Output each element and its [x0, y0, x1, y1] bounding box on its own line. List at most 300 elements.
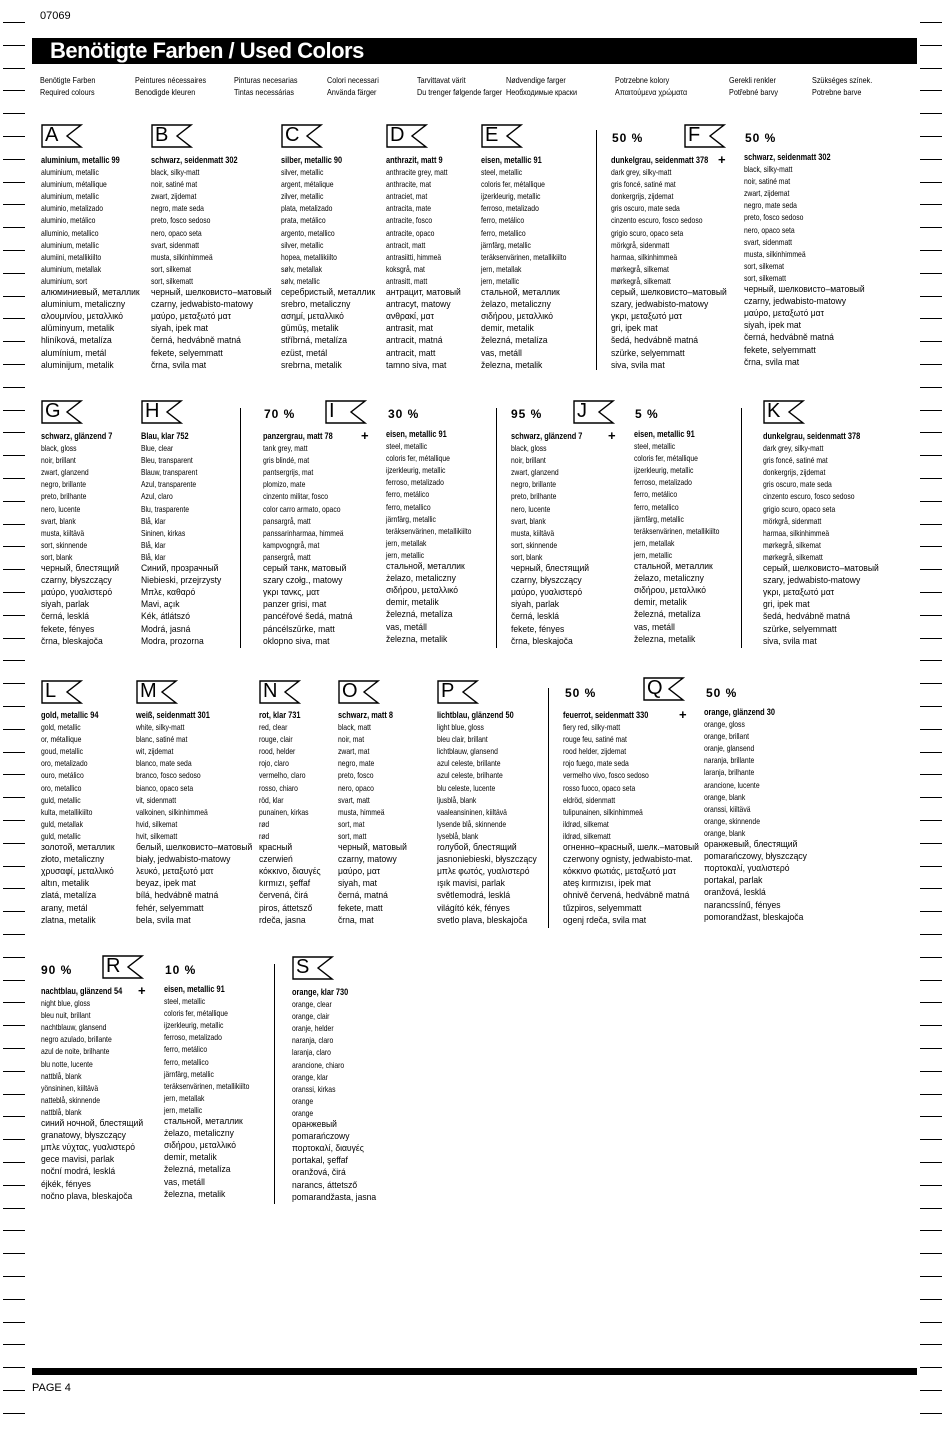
color-translation: silver, metallic: [281, 239, 324, 250]
color-translation: Modrá, jasná: [141, 623, 191, 635]
color-translation: gümüş, metalik: [281, 323, 339, 335]
color-translation: sort, mat: [338, 818, 365, 829]
color-translation: alüminyum, metalik: [41, 323, 115, 335]
color-translation: aluminium, metallak: [41, 263, 102, 274]
margin-tick: [920, 1116, 942, 1117]
color-translation: negro, brillante: [41, 479, 87, 490]
margin-tick: [3, 1253, 25, 1254]
color-letter-box: [437, 680, 479, 702]
color-translation: teräksenvärinen, metallikiilto: [634, 525, 720, 536]
color-translation: szary, jedwabisto-matowy: [763, 575, 861, 587]
color-translation: sort, silkematt: [151, 275, 193, 286]
margin-tick: [920, 1139, 942, 1140]
color-translation: aluminio, metalizado: [41, 203, 104, 214]
margin-tick: [3, 706, 25, 707]
margin-tick: [920, 1344, 942, 1345]
color-translation: laranja, claro: [292, 1047, 331, 1058]
color-translation: koksgrå, mat: [386, 263, 425, 274]
color-letter-box: [338, 680, 380, 702]
color-translation: černá, matná: [338, 890, 388, 902]
color-translation: white, silky-matt: [136, 722, 185, 733]
color-translation: μαύρο, μεταξωτό ματ: [151, 311, 232, 323]
color-translation: αλουμινίου, μεταλλικό: [41, 311, 124, 323]
mix-plus-sign: +: [718, 152, 726, 167]
margin-tick: [920, 1025, 942, 1026]
color-letter-box: [643, 677, 685, 699]
color-translation: ασημί, μεταλλικό: [281, 311, 344, 323]
language-header: Benötigte Farben Required colours: [40, 75, 96, 97]
color-translation: красный: [259, 842, 293, 854]
mix-percentage: 70 %: [264, 407, 296, 421]
color-letter: O: [342, 680, 358, 702]
page-code: 07069: [40, 10, 71, 22]
margin-tick: [920, 934, 942, 935]
color-translation: pancéřové šedá, matná: [263, 611, 353, 623]
color-translation: Blå, klar: [141, 551, 166, 562]
color-translation: noir, brillant: [41, 455, 76, 466]
margin-tick: [3, 113, 25, 114]
color-name: eisen, metallic 91: [164, 984, 225, 994]
color-translation: musta, kiiltävä: [511, 527, 555, 538]
color-translation: gri, ipek mat: [763, 599, 810, 611]
margin-tick: [3, 364, 25, 365]
color-translation: ferroso, metalizado: [386, 477, 444, 488]
color-translation: narancssínű, fényes: [704, 899, 781, 911]
color-translation: črna, svila mat: [151, 359, 207, 371]
color-letter: P: [441, 680, 455, 702]
color-translation: μαύρο, ματ: [338, 866, 381, 878]
margin-tick: [3, 1367, 25, 1368]
margin-tick: [3, 204, 25, 205]
color-translation: oranžová, lesklá: [704, 887, 766, 899]
margin-tick: [920, 569, 942, 570]
page-footer: PAGE 4: [32, 1382, 71, 1394]
color-translation: železna, metalik: [386, 633, 448, 645]
color-translation: vas, metáll: [481, 347, 522, 359]
color-translation: pomarańczowy, błyszczący: [704, 851, 807, 863]
margin-tick-column: [0, 0, 28, 1441]
color-translation: light blue, gloss: [437, 722, 484, 733]
color-translation: rood, helder: [259, 746, 296, 757]
color-translation: vaaleansininen, kiiltävä: [437, 806, 507, 817]
color-translation: fiery red, silky-matt: [563, 722, 621, 733]
color-translation: sølv, metallic: [281, 275, 320, 286]
margin-tick: [920, 546, 942, 547]
margin-tick: [3, 615, 25, 616]
color-translation: Blå, klar: [141, 539, 166, 550]
color-translation: μαύρο, γυαλιστερό: [511, 587, 583, 599]
margin-tick: [3, 911, 25, 912]
color-translation: antracit, matt: [386, 239, 426, 250]
color-name: rot, klar 731: [259, 710, 301, 720]
margin-tick: [920, 911, 942, 912]
color-translation: oro, metalizado: [41, 758, 88, 769]
color-translation: šedá, hedvábně matná: [611, 335, 698, 347]
margin-tick: [920, 957, 942, 958]
color-letter: R: [106, 955, 121, 977]
mix-percentage: 90 %: [41, 963, 73, 977]
color-translation: sort, blank: [41, 551, 73, 562]
color-translation: aluminium, sort: [41, 275, 88, 286]
color-entry: [634, 428, 738, 646]
color-translation: tank grey, matt: [263, 443, 308, 454]
language-header: Gerekli renkler Potřebné barvy: [729, 75, 779, 97]
color-translation: стальной, металлик: [164, 1116, 243, 1128]
color-letter: N: [263, 680, 278, 702]
color-translation: black, silky-matt: [151, 167, 200, 178]
color-translation: black, matt: [338, 722, 371, 733]
color-translation: pansergrå, matt: [263, 551, 311, 562]
color-translation: стальной, металлик: [386, 561, 465, 573]
color-translation: beyaz, ipek mat: [136, 878, 196, 890]
margin-tick: [920, 45, 942, 46]
color-translation: оранжевый: [292, 1119, 337, 1131]
color-translation: rojo, claro: [259, 758, 289, 769]
color-translation: Blue, clear: [141, 443, 174, 454]
color-translation: vas, metáll: [164, 1176, 205, 1188]
color-translation: vas, metáll: [386, 621, 427, 633]
column-divider: [548, 688, 549, 928]
margin-tick: [3, 45, 25, 46]
color-translation: naranja, claro: [292, 1035, 334, 1046]
color-letter-box: [386, 124, 428, 146]
color-translation: noir, satiné mat: [151, 179, 198, 190]
color-translation: oranje, helder: [292, 1023, 334, 1034]
margin-tick: [920, 980, 942, 981]
color-entry: [259, 709, 328, 927]
color-translation: oranssi, kirkas: [292, 1083, 336, 1094]
margin-tick: [3, 546, 25, 547]
color-translation: серый, шелковисто–матовый: [763, 563, 879, 575]
color-translation: κόκκινο, διαυγές: [259, 866, 321, 878]
color-translation: siyah, mat: [338, 878, 377, 890]
color-translation: black, silky-matt: [744, 164, 793, 175]
margin-tick: [920, 1276, 942, 1277]
color-translation: črna, bleskajoča: [41, 635, 103, 647]
color-translation: hvit, silkematt: [136, 830, 178, 841]
page-title: Benötigte Farben / Used Colors: [32, 38, 917, 64]
color-translation: πορτοκαλί, γυαλιστερό: [704, 863, 790, 875]
color-translation: guld, metallic: [41, 794, 81, 805]
color-translation: orange, blank: [704, 791, 746, 802]
color-entry: [611, 154, 740, 372]
color-translation: zwart, glanzend: [511, 467, 559, 478]
color-translation: demir, metalik: [481, 323, 534, 335]
color-entry: [263, 430, 362, 648]
color-translation: cinzento escuro, fosco sedoso: [611, 215, 703, 226]
color-translation: wit, zijdemat: [136, 746, 174, 757]
color-translation: stříbrná, metalíza: [281, 335, 348, 347]
color-translation: pomorandžast, bleskajoča: [704, 911, 804, 923]
color-translation: żelazo, metaliczny: [634, 573, 704, 585]
color-translation: röd, klar: [259, 794, 284, 805]
margin-tick: [920, 1208, 942, 1209]
margin-tick: [3, 1071, 25, 1072]
margin-tick: [3, 432, 25, 433]
color-translation: negro azulado, brillante: [41, 1034, 112, 1045]
color-translation: night blue, gloss: [41, 998, 91, 1009]
color-translation: orange: [292, 1107, 314, 1118]
margin-tick: [3, 980, 25, 981]
margin-tick: [3, 182, 25, 183]
color-translation: σιδήρου, μεταλλικό: [164, 1140, 237, 1152]
color-translation: jasnoniebieski, błyszczący: [437, 854, 537, 866]
color-translation: sort, matt: [338, 830, 367, 841]
color-translation: Синий, прозрачный: [141, 563, 219, 575]
color-entry: [511, 430, 598, 648]
color-letter-box: [573, 400, 615, 422]
margin-tick: [3, 592, 25, 593]
margin-tick: [920, 1390, 942, 1391]
color-translation: eldröd, sidenmatt: [563, 794, 616, 805]
color-translation: vermelho, claro: [259, 770, 306, 781]
color-translation: fehér, selyemmatt: [136, 902, 204, 914]
column-divider: [496, 408, 497, 648]
color-translation: noir, satiné mat: [744, 176, 791, 187]
color-translation: ouro, metálico: [41, 770, 84, 781]
color-translation: Azul, transparente: [141, 479, 197, 490]
color-translation: vit, sidenmatt: [136, 794, 177, 805]
color-translation: orange, brillant: [704, 731, 750, 742]
color-translation: orange, skinnende: [704, 815, 760, 826]
color-translation: branco, fosco sedoso: [136, 770, 201, 781]
margin-tick: [3, 1390, 25, 1391]
mix-percentage: 30 %: [388, 407, 420, 421]
color-translation: fekete, selyemmatt: [744, 344, 816, 356]
margin-tick: [920, 432, 942, 433]
margin-tick: [3, 68, 25, 69]
color-translation: černá, hedvábně matná: [744, 332, 834, 344]
color-translation: czarny, błyszczący: [511, 575, 582, 587]
color-letter: S: [296, 956, 310, 978]
color-translation: pansargrå, matt: [263, 515, 311, 526]
color-entry: [386, 428, 490, 646]
color-translation: gece mavisi, parlak: [41, 1154, 115, 1166]
color-translation: χρυσαφί, μεταλλικό: [41, 866, 114, 878]
color-translation: černá, hedvábně matná: [151, 335, 241, 347]
color-translation: vermelho vivo, fosco sedoso: [563, 770, 649, 781]
color-translation: gri, ipek mat: [611, 323, 658, 335]
color-letter-box: [136, 680, 178, 702]
color-translation: Μπλε, καθαρό: [141, 587, 196, 599]
color-translation: alumínium, metál: [41, 347, 107, 359]
color-translation: gris oscuro, mate seda: [763, 479, 832, 490]
color-translation: altın, metalik: [41, 878, 89, 890]
color-translation: ferro, metálico: [386, 489, 430, 500]
margin-tick: [3, 866, 25, 867]
margin-tick: [3, 273, 25, 274]
color-translation: ijzerkleurig, metallic: [634, 465, 694, 476]
color-translation: черный, блестящий: [41, 563, 120, 575]
color-name: eisen, metallic 91: [634, 429, 695, 439]
color-translation: donkergrijs, zijdemat: [611, 191, 674, 202]
margin-tick: [3, 341, 25, 342]
color-entry: [292, 986, 385, 1204]
color-translation: rød: [259, 830, 270, 841]
margin-tick: [3, 638, 25, 639]
color-translation: aluminio, metálico: [41, 215, 96, 226]
color-translation: yönsininen, kiiltävä: [41, 1082, 99, 1093]
color-translation: kulta, metallikiilto: [41, 806, 93, 817]
mix-plus-sign: +: [361, 428, 369, 443]
color-translation: jern, metallic: [481, 275, 520, 286]
color-translation: siva, svila mat: [763, 635, 817, 647]
mix-percentage: 50 %: [565, 686, 597, 700]
color-translation: coloris fer, métallique: [386, 453, 450, 464]
color-translation: белый, шелковисто–матовый: [136, 842, 253, 854]
color-translation: sort, silkemat: [744, 260, 785, 271]
color-letter-box: [151, 124, 193, 146]
color-translation: järnfärg, metallic: [634, 513, 684, 524]
color-letter: E: [485, 124, 499, 146]
language-header: Peintures nécessaires Benodigde kleuren: [135, 75, 207, 97]
color-translation: orange, klar: [292, 1071, 328, 1082]
color-translation: coloris fer, métallique: [634, 453, 698, 464]
color-translation: svart, matt: [338, 794, 370, 805]
margin-tick: [920, 364, 942, 365]
color-translation: черный, блестящий: [511, 563, 590, 575]
color-translation: color carro armato, opaco: [263, 503, 341, 514]
language-header: Nødvendige farger Необходимые краски: [506, 75, 577, 97]
margin-tick: [920, 250, 942, 251]
margin-tick: [920, 1071, 942, 1072]
margin-tick: [3, 1299, 25, 1300]
margin-tick: [3, 1139, 25, 1140]
color-translation: demir, metalik: [386, 597, 439, 609]
color-translation: vas, metáll: [634, 621, 675, 633]
margin-tick: [3, 683, 25, 684]
color-translation: zwart, mat: [338, 746, 370, 757]
color-translation: guld, metallak: [41, 818, 83, 829]
color-translation: черный, шелковисто–матовый: [744, 284, 865, 296]
color-letter-box: [259, 680, 301, 702]
color-name: nachtblau, glänzend 54: [41, 986, 123, 996]
color-translation: hliníková, metalíza: [41, 335, 112, 347]
color-translation: серый танк, матовый: [263, 563, 347, 575]
color-translation: Sininen, kirkas: [141, 527, 186, 538]
color-translation: pomarańczowy: [292, 1131, 350, 1143]
mix-percentage: 95 %: [511, 407, 543, 421]
color-translation: antracyt, matowy: [386, 299, 451, 311]
color-translation: стальной, металлик: [634, 561, 713, 573]
color-translation: rosso fuoco, opaco seta: [563, 782, 636, 793]
color-letter: Q: [647, 677, 663, 699]
margin-tick: [920, 820, 942, 821]
color-entry: [386, 154, 469, 372]
language-header: Pinturas necesarias Tintas necessárias: [234, 75, 298, 97]
color-translation: siva, svila mat: [611, 359, 665, 371]
color-translation: jern, metallic: [386, 549, 425, 560]
color-translation: oranssi, kiiltävä: [704, 803, 751, 814]
color-translation: or, métallique: [41, 734, 82, 745]
margin-tick: [920, 615, 942, 616]
color-translation: ferroso, metalizado: [481, 203, 539, 214]
color-translation: czerwony ognisty, jedwabisto-mat.: [563, 854, 693, 866]
color-translation: plata, metalizado: [281, 203, 333, 214]
color-translation: gold, metallic: [41, 722, 81, 733]
color-translation: γκρι τανκς, ματ: [263, 587, 320, 599]
margin-tick: [3, 1162, 25, 1163]
mix-percentage: 50 %: [745, 131, 777, 145]
color-translation: bleu clair, brillant: [437, 734, 488, 745]
mix-percentage: 50 %: [706, 686, 738, 700]
color-translation: sort, silkemat: [151, 263, 192, 274]
color-translation: musta, silkinhimmeä: [744, 248, 806, 259]
margin-tick: [920, 113, 942, 114]
color-translation: jern, metallic: [634, 549, 673, 560]
color-translation: rød: [259, 818, 270, 829]
color-translation: стальной, металлик: [481, 287, 560, 299]
color-translation: bílá, hedvábně matná: [136, 890, 219, 902]
color-translation: bleu nuit, brillant: [41, 1010, 91, 1021]
color-translation: Kék, átlátszó: [141, 611, 190, 623]
margin-tick: [3, 227, 25, 228]
margin-tick: [920, 341, 942, 342]
color-letter: K: [767, 400, 781, 422]
column-divider: [240, 408, 241, 648]
color-translation: valkoinen, silkinhimmeä: [136, 806, 208, 817]
color-translation: antrasiitti, himmeä: [386, 251, 442, 262]
margin-tick: [920, 797, 942, 798]
color-translation: natteblå, skinnende: [41, 1094, 101, 1105]
color-letter: I: [329, 400, 335, 422]
language-header: Szükséges színek. Potrebne barve: [812, 75, 873, 97]
margin-tick: [920, 1094, 942, 1095]
color-translation: μαύρο, μεταξωτό ματ: [744, 308, 825, 320]
color-translation: steel, metallic: [164, 996, 206, 1007]
margin-tick: [920, 296, 942, 297]
color-translation: синий ночной, блестящий: [41, 1118, 144, 1130]
color-translation: Modra, prozorna: [141, 635, 204, 647]
color-translation: ijzerkleurig, metallic: [164, 1020, 224, 1031]
color-translation: jern, metallak: [386, 537, 427, 548]
color-translation: zlatá, metalíza: [41, 890, 97, 902]
color-translation: črna, mat: [338, 914, 374, 926]
color-translation: cinzento escuro, fosco sedoso: [763, 491, 855, 502]
color-translation: negro, brillante: [511, 479, 557, 490]
color-translation: negro, mate seda: [744, 200, 797, 211]
color-translation: aluminium, métallique: [41, 179, 107, 190]
color-translation: lysende blå, skinnende: [437, 818, 507, 829]
color-translation: punainen, kirkas: [259, 806, 309, 817]
color-translation: czarny, jedwabisto-matowy: [744, 296, 847, 308]
margin-tick: [3, 387, 25, 388]
color-translation: svart, sidenmatt: [744, 236, 793, 247]
color-translation: oro, metallico: [41, 782, 82, 793]
margin-tick: [3, 1208, 25, 1209]
color-translation: orange, gloss: [704, 719, 745, 730]
color-translation: antracit, matná: [386, 335, 443, 347]
color-entry: [704, 706, 818, 924]
color-translation: naranja, brillante: [704, 755, 755, 766]
color-translation: nero, opaco seta: [744, 224, 795, 235]
color-translation: ezüst, metál: [281, 347, 328, 359]
color-translation: fekete, matt: [338, 902, 383, 914]
color-translation: nero, opaco seta: [151, 227, 202, 238]
margin-tick: [920, 1230, 942, 1231]
color-translation: black, gloss: [511, 443, 547, 454]
color-translation: negro, mate seda: [151, 203, 204, 214]
color-translation: red, clear: [259, 722, 288, 733]
color-translation: ijzerkleurig, metallic: [386, 465, 446, 476]
color-translation: železna, metalik: [164, 1188, 226, 1200]
color-translation: antracit, matt: [386, 347, 436, 359]
color-translation: blanco, mate seda: [136, 758, 192, 769]
color-translation: svart, sidenmatt: [151, 239, 200, 250]
margin-tick: [3, 1094, 25, 1095]
color-translation: zilver, metallic: [281, 191, 324, 202]
color-entry: [481, 154, 585, 372]
